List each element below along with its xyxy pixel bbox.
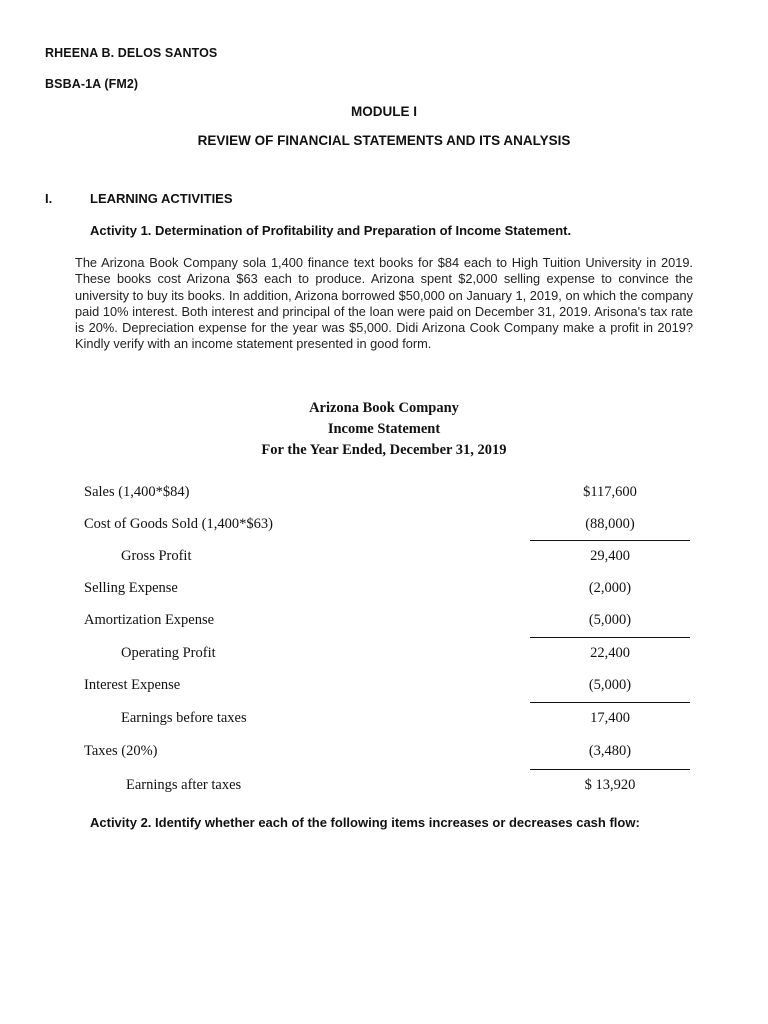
activity-2-title: Activity 2. Identify whether each of the following items increases or decreases cash flow: [90,815,640,830]
statement-period: For the Year Ended, December 31, 2019 [261,442,507,458]
row-amortization-label: Amortization Expense [84,612,215,628]
row-selling-expense-label: Selling Expense [84,580,178,596]
row-operating-profit-label: Operating Profit [121,645,216,661]
subtotal-rule [530,637,690,638]
subtotal-rule [530,540,690,541]
row-ebt-value: 17,400 [590,710,630,726]
student-course: BSBA-1A (FM2) [45,77,139,91]
row-selling-expense-value: (2,000) [588,580,632,596]
activity-1-title: Activity 1. Determination of Profitability and Preparation of Income Statement. [90,223,572,238]
row-taxes-label: Taxes (20%) [84,743,158,759]
row-interest-expense-label: Interest Expense [84,677,181,693]
row-eat-label: Earnings after taxes [126,777,242,793]
row-amortization-value: (5,000) [588,612,632,628]
row-cogs-label: Cost of Goods Sold (1,400*$63) [84,516,273,532]
row-gross-profit-value: 29,400 [590,548,630,564]
row-sales-value: $117,600 [583,484,637,500]
subtotal-rule [530,769,690,770]
row-interest-expense-value: (5,000) [588,677,632,693]
activity-1-problem: The Arizona Book Company sola 1,400 finance text books for $84 each to High Tuition University in 2019. These books cost Arizona $63 each to produce. Arizona spent $2,000 selling expense to convince the university to buy its books. In addition, Arizona borrowed $50,000 on January 1, 2019, on which the company paid 10% interest. Both interest and principal of the loan were paid on December 31, 2019. Arisona's tax rate is 20%. Depreciation expense for the year was $5,000. Didi Arizona Cook Company make a profit in 2019? Kindly verify with an income statement presented in good form. [75,255,693,352]
row-taxes-value: (3,480) [588,743,632,759]
row-operating-profit-value: 22,400 [590,645,630,661]
subtotal-rule [530,702,690,703]
statement-title: Income Statement [327,421,441,437]
row-gross-profit-label: Gross Profit [121,548,192,564]
module-title: MODULE I [351,104,417,119]
row-cogs-value: (88,000) [585,516,635,532]
row-eat-value: $ 13,920 [584,777,636,793]
section-number: I. [45,191,53,206]
row-sales-label: Sales (1,400*$84) [84,484,190,500]
statement-company: Arizona Book Company [309,400,459,416]
section-title: LEARNING ACTIVITIES [90,191,233,206]
module-subtitle: REVIEW OF FINANCIAL STATEMENTS AND ITS ANALYSIS [197,133,571,148]
row-ebt-label: Earnings before taxes [121,710,247,726]
student-name: RHEENA B. DELOS SANTOS [45,46,218,60]
